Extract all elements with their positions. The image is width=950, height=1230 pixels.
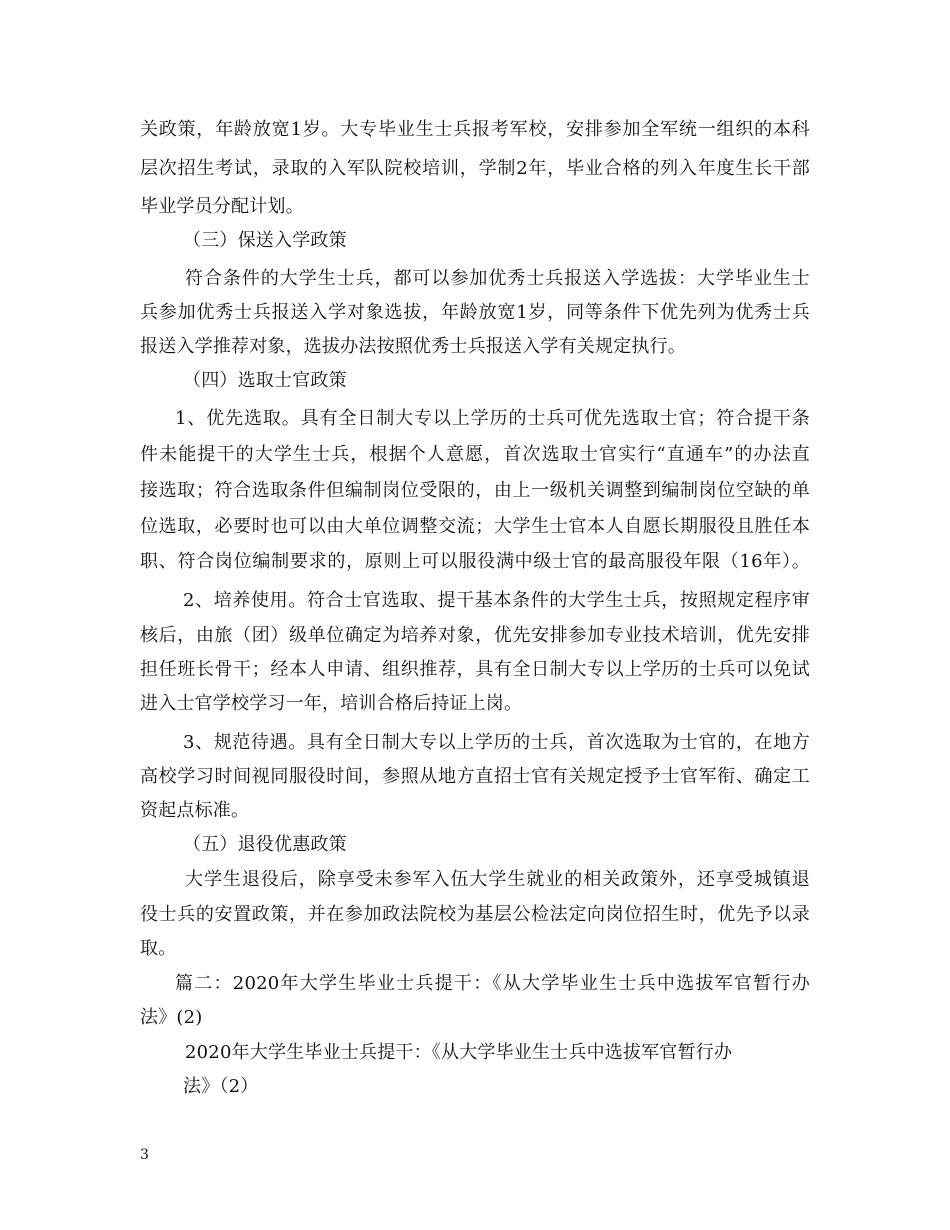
text-line: 大学生退役后，除享受未参军入伍大学生就业的相关政策外，还享受城镇退 xyxy=(185,869,810,890)
text-line: 报送入学推荐对象，选拔办法按照优秀士兵报送入学有关规定执行。 xyxy=(140,336,686,357)
section-heading: （五）退役优惠政策 xyxy=(183,834,347,855)
text-line: 层次招生考试，录取的入军队院校培训，学制2年，毕业合格的列入年度生长干部 xyxy=(140,158,810,179)
text-line: 高校学习时间视同服役时间，参照从地方直招士官有关规定授予士官军衔、确定工 xyxy=(140,766,810,787)
text-line: 符合条件的大学生士兵，都可以参加优秀士兵报送入学选拔：大学毕业生士 xyxy=(185,268,810,289)
text-line: 资起点标准。 xyxy=(140,800,250,821)
text-line: 2、培养使用。符合士官选取、提干基本条件的大学生士兵，按照规定程序审 xyxy=(183,590,810,611)
article-subtitle-continued: 法》（2） xyxy=(183,1076,259,1097)
text-line: 核后，由旅（团）级单位确定为培养对象，优先安排参加专业技术培训，优先安排 xyxy=(140,625,810,646)
text-line: 进入士官学校学习一年，培训合格后持证上岗。 xyxy=(140,693,523,714)
section-heading: （四）选取士官政策 xyxy=(183,370,347,391)
text-line: 3、规范待遇。具有全日制大专以上学历的士兵，首次选取为士官的，在地方 xyxy=(183,732,810,753)
text-line: 职、符合岗位编制要求的，原则上可以服役满中级士官的最高服役年限（16年）。 xyxy=(140,551,810,572)
page-number: 3 xyxy=(140,1147,149,1163)
text-line: 担任班长骨干；经本人申请、组织推荐，具有全日制大专以上学历的士兵可以免试 xyxy=(140,659,810,680)
text-line: 取。 xyxy=(140,938,177,959)
section-heading: （三）保送入学政策 xyxy=(183,230,347,251)
text-line: 兵参加优秀士兵报送入学对象选拔，年龄放宽1岁，同等条件下优先列为优秀士兵 xyxy=(140,302,810,323)
article-title-continued: 法》(2) xyxy=(140,1007,203,1028)
text-line: 件未能提干的大学生士兵，根据个人意愿，首次选取士官实行“直通车”的办法直 xyxy=(140,444,810,465)
article-title: 篇二：2020年大学生毕业士兵提干：《从大学毕业生士兵中选拔军官暂行办 xyxy=(175,973,810,994)
article-subtitle: 2020年大学生毕业士兵提干：《从大学毕业生士兵中选拔军官暂行办 xyxy=(185,1042,733,1063)
text-line: 1、优先选取。具有全日制大专以上学历的士兵可优先选取士官；符合提干条 xyxy=(175,408,810,429)
text-line: 毕业学员分配计划。 xyxy=(140,196,304,217)
text-line: 接选取；符合选取条件但编制岗位受限的，由上一级机关调整到编制岗位空缺的单 xyxy=(140,480,810,501)
text-line: 位选取，必要时也可以由大单位调整交流；大学生士官本人自愿长期服役且胜任本 xyxy=(140,516,810,537)
text-line: 关政策，年龄放宽1岁。大专毕业生士兵报考军校，安排参加全军统一组织的本科 xyxy=(140,119,810,140)
text-line: 役士兵的安置政策，并在参加政法院校为基层公检法定向岗位招生时，优先予以录 xyxy=(140,904,810,925)
